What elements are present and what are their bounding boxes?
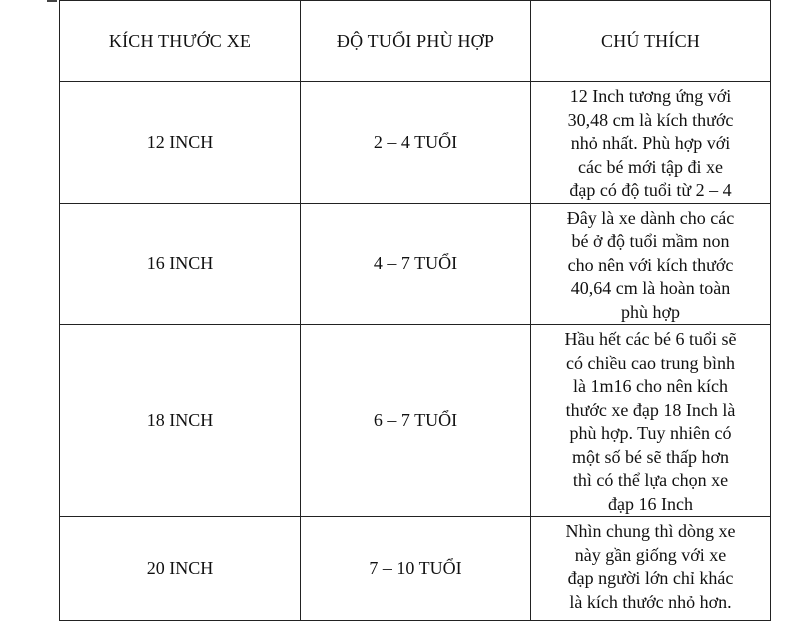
cell-size: 18 INCH <box>60 325 301 517</box>
cell-age: 4 – 7 TUỔI <box>301 203 531 325</box>
table-header-row <box>60 1 771 82</box>
cell-size: 12 INCH <box>60 82 301 204</box>
page-corner-mark <box>47 0 57 2</box>
header-bike-size: KÍCH THƯỚC XE <box>60 1 301 82</box>
cell-size: 20 INCH <box>60 517 301 621</box>
bike-size-table <box>59 0 771 621</box>
cell-age: 2 – 4 TUỔI <box>301 82 531 204</box>
table-row <box>60 325 771 517</box>
table-row <box>60 203 771 325</box>
table-row <box>60 82 771 204</box>
header-notes: CHÚ THÍCH <box>531 1 771 82</box>
cell-age: 6 – 7 TUỔI <box>301 325 531 517</box>
cell-note: Đây là xe dành cho các bé ở độ tuổi mầm non cho nên với kích thước 40,64 cm là hoàn toàn phù hợp <box>531 203 771 325</box>
cell-note: Nhìn chung thì dòng xe này gần giống với xe đạp người lớn chỉ khác là kích thước nhỏ hơn. <box>531 517 771 621</box>
cell-note: 12 Inch tương ứng với 30,48 cm là kích thước nhỏ nhất. Phù hợp với các bé mới tập đi xe đạp có độ tuổi từ 2 – 4 <box>531 82 771 204</box>
cell-size: 16 INCH <box>60 203 301 325</box>
header-suitable-age: ĐỘ TUỔI PHÙ HỢP <box>301 1 531 82</box>
cell-age: 7 – 10 TUỔI <box>301 517 531 621</box>
table-row <box>60 517 771 621</box>
cell-note: Hầu hết các bé 6 tuổi sẽ có chiều cao trung bình là 1m16 cho nên kích thước xe đạp 18 Inch là phù hợp. Tuy nhiên có một số bé sẽ thấp hơn thì có thể lựa chọn xe đạp 16 Inch <box>531 325 771 517</box>
